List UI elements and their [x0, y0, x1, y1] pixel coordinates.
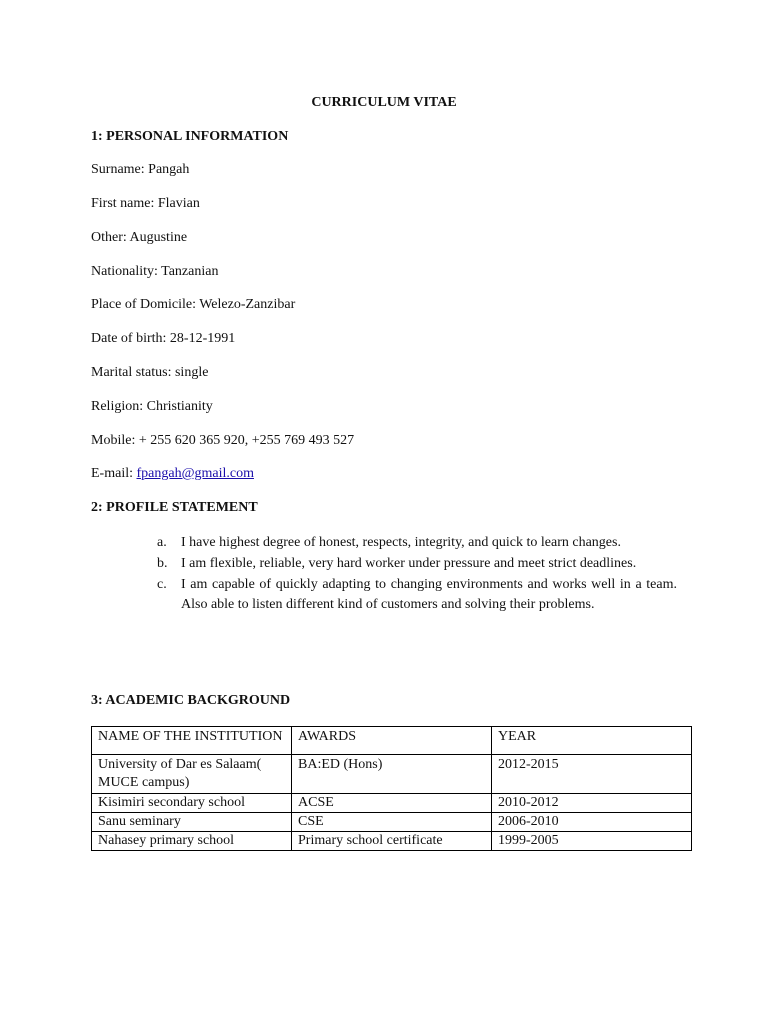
document-title: CURRICULUM VITAE — [311, 95, 457, 110]
table-row — [92, 813, 692, 832]
marital-status-field: Marital status: single — [91, 365, 209, 380]
personal-info-heading: 1: PERSONAL INFORMATION — [91, 129, 289, 144]
table-cell: BA:ED (Hons) — [292, 755, 492, 794]
date-of-birth-field: Date of birth: 28-12-1991 — [91, 331, 236, 346]
table-cell: Nahasey primary school — [92, 832, 292, 851]
list-marker: a. — [157, 535, 167, 550]
table-cell: University of Dar es Salaam( MUCE campus) — [92, 755, 292, 794]
table-header-row — [92, 727, 692, 755]
list-item-text: I have highest degree of honest, respects, integrity, and quick to learn changes. — [181, 535, 621, 550]
column-header: YEAR — [492, 727, 692, 755]
email-field — [91, 466, 254, 482]
list-item — [157, 533, 677, 554]
email-link[interactable]: fpangah@gmail.com — [136, 466, 254, 481]
table-cell: 1999-2005 — [492, 832, 692, 851]
list-item — [157, 575, 677, 617]
table-cell: ACSE — [292, 794, 492, 813]
religion-field: Religion: Christianity — [91, 399, 213, 414]
other-name-field: Other: Augustine — [91, 230, 188, 245]
profile-statement-heading: 2: PROFILE STATEMENT — [91, 500, 258, 515]
academic-table — [91, 726, 692, 851]
domicile-field: Place of Domicile: Welezo-Zanzibar — [91, 297, 296, 312]
table-cell: 2012-2015 — [492, 755, 692, 794]
first-name-field: First name: Flavian — [91, 196, 200, 211]
table-cell: Kisimiri secondary school — [92, 794, 292, 813]
column-header: AWARDS — [292, 727, 492, 755]
nationality-field: Nationality: Tanzanian — [91, 264, 219, 279]
profile-statement-list — [157, 533, 677, 616]
table-cell: 2010-2012 — [492, 794, 692, 813]
list-item-text: I am capable of quickly adapting to changing environments and works well in a team. Also able to listen different kind of customers and solving their problems. — [181, 576, 677, 613]
table-cell: Sanu seminary — [92, 813, 292, 832]
mobile-field: Mobile: + 255 620 365 920, +255 769 493 527 — [91, 433, 355, 448]
list-item — [157, 554, 677, 575]
table-row — [92, 794, 692, 813]
column-header: NAME OF THE INSTITUTION — [92, 727, 292, 755]
table-cell: Primary school certificate — [292, 832, 492, 851]
table-row — [92, 832, 692, 851]
list-marker: c. — [157, 576, 167, 592]
list-item-text: I am flexible, reliable, very hard worker under pressure and meet strict deadlines. — [181, 555, 637, 571]
table-row — [92, 755, 692, 794]
table-cell: 2006-2010 — [492, 813, 692, 832]
surname-field: Surname: Pangah — [91, 162, 190, 177]
academic-background-heading: 3: ACADEMIC BACKGROUND — [91, 693, 291, 708]
list-marker: b. — [157, 555, 168, 571]
email-label: E-mail: — [91, 466, 137, 481]
table-cell: CSE — [292, 813, 492, 832]
